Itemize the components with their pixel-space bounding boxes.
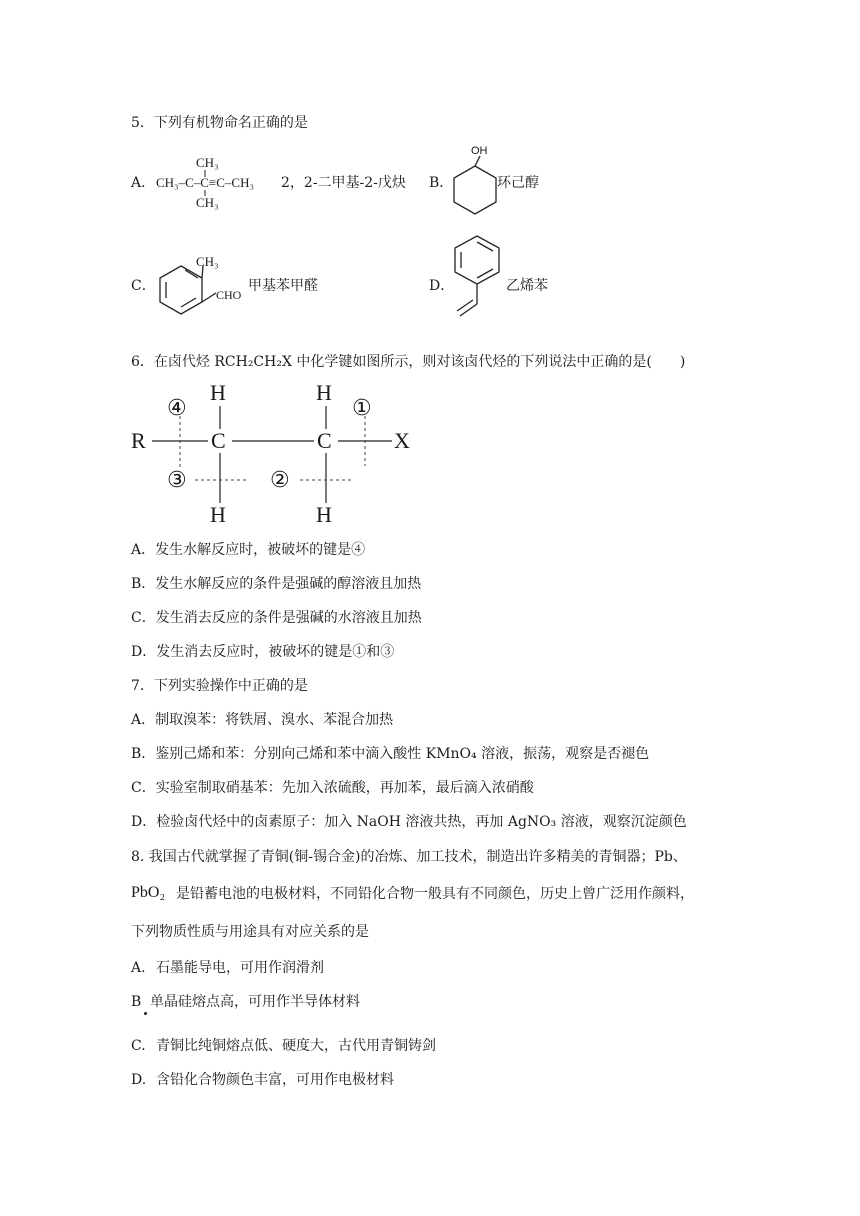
q5-b-name: 环己醇 (497, 175, 539, 191)
q7-option-b: B．鉴别己烯和苯：分别向己烯和苯中滴入酸性 KMnO₄ 溶液，振荡，观察是否褪色 (131, 746, 650, 762)
q7-option-c: C．实验室制取硝基苯：先加入浓硫酸，再加苯，最后滴入浓硝酸 (131, 780, 534, 796)
q8-option-d-label: D. (131, 1072, 147, 1088)
q5-a-methyl-top: CH₃ (196, 155, 219, 170)
diagram-h-bottom-right: H (316, 502, 332, 527)
q8-option-b-text: 单晶硅熔点高，可用作半导体材料 (150, 994, 360, 1010)
q6-stem: 6．在卤代烃 RCH₂CH₂X 中化学键如图所示，则对该卤代烃的下列说法中正确的是( ) (131, 354, 686, 370)
q5-d-name: 乙烯苯 (506, 278, 548, 294)
q8-line2: 是铅蓄电池的电极材料，不同铅化合物一般具有不同颜色，历史上曾广泛用作颜料， (176, 886, 694, 902)
diagram-h-top-right: H (316, 380, 332, 405)
q5-option-d-label: D． (429, 278, 455, 294)
q6-option-d: D．发生消去反应时，被破坏的键是①和③ (131, 644, 395, 660)
q5-c-name: 甲基苯甲醛 (248, 278, 318, 294)
q8-option-d-text: 含铅化合物颜色丰富，可用作电极材料 (156, 1072, 394, 1088)
diagram-bond-4: ④ (167, 395, 187, 420)
q5-b-oh: OH (471, 145, 488, 157)
diagram-c2: C (317, 428, 332, 453)
q8-option-c-text: 青铜比纯铜熔点低、硬度大，古代用青铜铸剑 (156, 1038, 436, 1054)
diagram-bond-3: ③ (167, 467, 187, 492)
q5-c-ch3: CH₃ (196, 254, 219, 269)
q6-option-a: A．发生水解反应时，被破坏的键是④ (131, 542, 366, 558)
q6-option-b: B．发生水解反应的条件是强碱的醇溶液且加热 (131, 576, 422, 592)
diagram-r: R (131, 428, 146, 453)
q8-option-c-label: C. (131, 1038, 146, 1054)
q5-option-a-label: A． (131, 175, 156, 191)
q8-option-b-dot (144, 1012, 147, 1015)
q5-stem: 5．下列有机物命名正确的是 (131, 115, 308, 131)
q5-option-b-label: B． (429, 175, 454, 191)
q8-line1: 8. 我国古代就掌握了青铜(铜-锡合金)的冶炼、加工技术，制造出许多精美的青铜器；Pb、 (131, 849, 687, 865)
q7-option-d: D．检验卤代烃中的卤素原子：加入 NaOH 溶液共热，再加 AgNO₃ 溶液，观察沉淀颜色 (131, 814, 687, 830)
q5-c-cho: CHO (216, 288, 242, 302)
q5-option-c-label: C． (131, 278, 156, 294)
q6-option-c: C．发生消去反应的条件是强碱的水溶液且加热 (131, 610, 422, 626)
diagram-h-bottom-left: H (210, 502, 226, 527)
diagram-x: X (394, 428, 410, 453)
q8-line3: 下列物质性质与用途具有对应关系的是 (131, 924, 369, 940)
q7-option-a: A．制取溴苯：将铁屑、溴水、苯混合加热 (131, 712, 394, 728)
diagram-bond-2: ② (270, 467, 290, 492)
q8-pbo2-formula: PbO₂ (131, 884, 166, 901)
diagram-bond-1: ① (352, 395, 372, 420)
diagram-h-top-left: H (210, 380, 226, 405)
q7-stem: 7．下列实验操作中正确的是 (131, 678, 308, 694)
diagram-c1: C (211, 428, 226, 453)
q8-option-a-text: 石墨能导电，可用作润滑剂 (156, 960, 324, 976)
q5-a-methyl-bottom: CH₃ (196, 195, 219, 210)
haloalkane-bond-diagram (0, 0, 1, 1)
q8-option-b-label: B (131, 994, 142, 1010)
q8-option-a-label: A. (131, 960, 146, 976)
q5-a-formula: CH₃–C–C≡C–CH₃ (156, 175, 255, 190)
q5-a-name: 2，2-二甲基-2-戊炔 (281, 175, 406, 191)
